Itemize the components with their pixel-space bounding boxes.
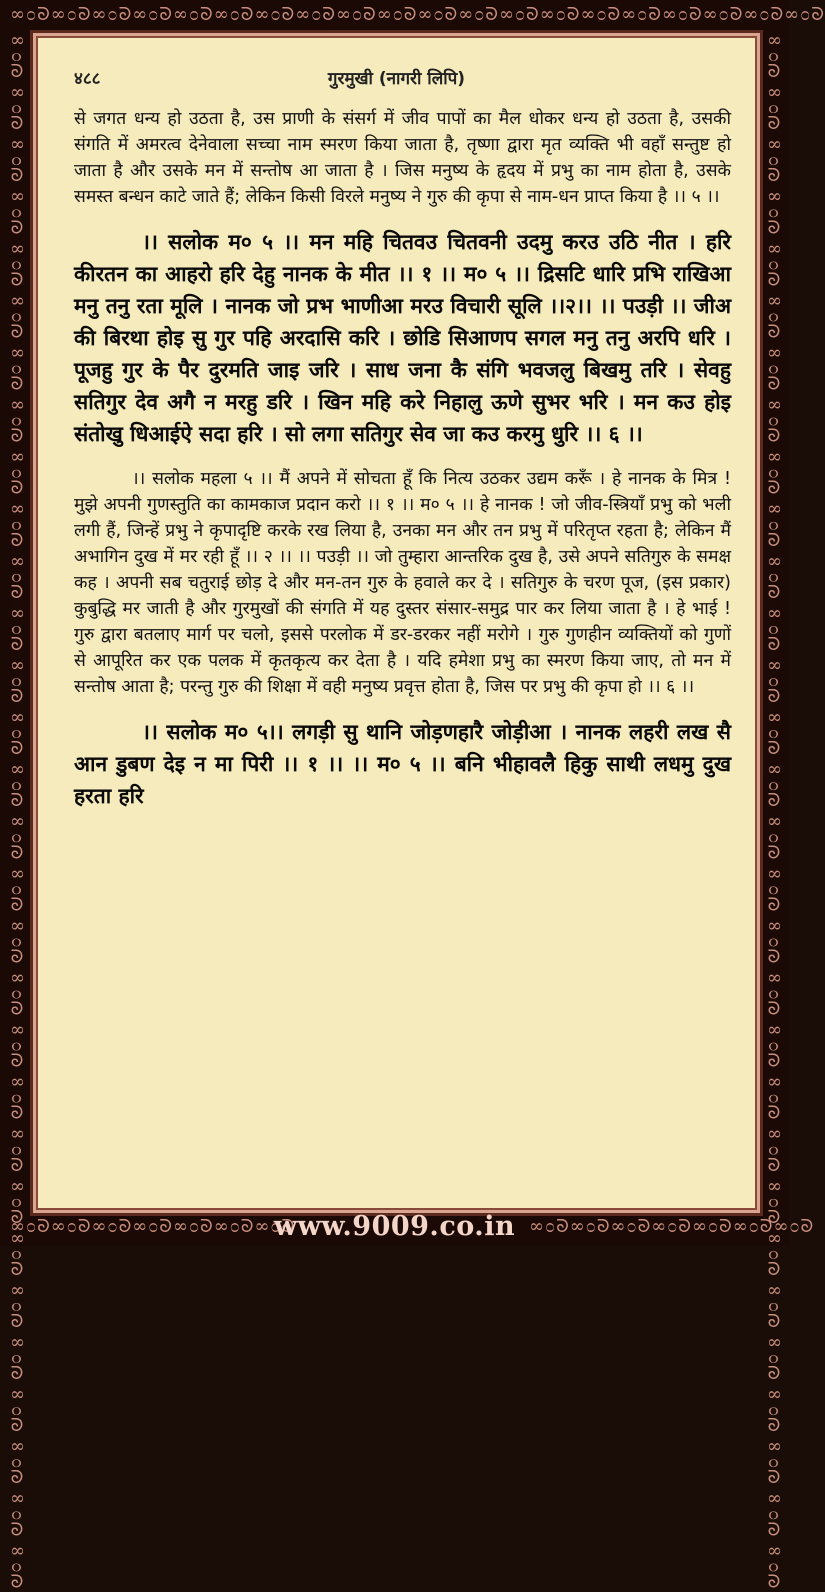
verse-paragraph: ।। सलोक म० ५ ।। मन महि चितवउ चितवनी उदमु करउ उठि नीत । हरि कीरतन का आहरो हरि देहु नानक के मीत ।। १ ।। म० ५ ।। द्रिसटि धारि प्रभि राखिआ मनु तनु रता मूलि । नानक जो प्रभ भाणीआ मरउ विचारी सूलि ।।२।। ।। पउड़ी ।। जीअ की बिरथा होइ सु गुर पहि अरदासि करि । छोडि सिआणप सगल मनु तनु अरपि धरि । पूजहु गुर के पैर दुरमति जाइ जरि । साध जना कै संगि भवजलु बिखमु तरि । सेवहु सतिगुर देव अगै न मरहु डरि । खिन महि करे निहालु ऊणे सुभर भरि । मन कउ होइ संतोखु धिआईऐ सदा हरि । सो लगा सतिगुर सेव जा कउ करमु धुरि ।। ६ ।। bbox=[74, 230, 731, 446]
verse-paragraph: ।। सलोक म० ५।। लगड़ी सु थानि जोड़णहारै जोड़ीआ । नानक लहरी लख सै आन डुबण देइ न मा पिरी ।। १ ।। ।। म० ५ ।। बनि भीहावलै हिकु साथी लधमु दुख हरता हरि bbox=[74, 720, 731, 808]
ornament-bottom-right-border: ∞೦ᘐ∞೦ᘐ∞೦ᘐ∞೦ᘐ∞೦ᘐ∞೦ᘐ∞೦ᘐ bbox=[529, 1216, 815, 1237]
website-footer: www.9009.co.in bbox=[273, 1211, 516, 1242]
page-content bbox=[74, 106, 731, 812]
ornament-right-border: ∞೦ᘐ∞೦ᘐ∞೦ᘐ∞೦ᘐ∞೦ᘐ∞೦ᘐ∞೦ᘐ∞೦ᘐ∞೦ᘐ∞೦ᘐ∞೦ᘐ∞೦ᘐ∞೦ᘐ∞೦ᘐ∞೦ᘐ∞೦ᘐ∞೦ᘐ∞೦ᘐ∞೦ᘐ∞೦ᘐ∞೦ᘐ∞೦ᘐ∞೦ᘐ∞೦ᘐ∞೦ᘐ∞೦ᘐ∞೦ᘐ∞೦ᘐ∞೦ᘐ∞೦ᘐ bbox=[764, 30, 785, 1592]
page-number: ४८८ bbox=[74, 69, 101, 89]
ornament-left-border: ∞೦ᘐ∞೦ᘐ∞೦ᘐ∞೦ᘐ∞೦ᘐ∞೦ᘐ∞೦ᘐ∞೦ᘐ∞೦ᘐ∞೦ᘐ∞೦ᘐ∞೦ᘐ∞೦ᘐ∞೦ᘐ∞೦ᘐ∞೦ᘐ∞೦ᘐ∞೦ᘐ∞೦ᘐ∞೦ᘐ∞೦ᘐ∞೦ᘐ∞೦ᘐ∞೦ᘐ∞೦ᘐ∞೦ᘐ∞೦ᘐ∞೦ᘐ∞೦ᘐ∞೦ᘐ bbox=[7, 30, 28, 1592]
translation-paragraph: ।। सलोक महला ५ ।। मैं अपने में सोचता हूँ कि नित्य उठकर उद्यम करूँ । हे नानक के मित्र ! मुझे अपनी गुणस्तुति का कामकाज प्रदान करो ।। १ ।। म० ५ ।। हे नानक ! जो जीव-स्त्रियाँ प्रभु को भली लगी हैं, जिन्हें प्रभु ने कृपादृष्टि करके रख लिया है, उनका मन और तन प्रभु में परितृप्त रहता है; लेकिन मैं अभागिन दुख में मर रही हूँ ।। २ ।। ।। पउड़ी ।। जो तुम्हारा आन्तरिक दुख है, उसे अपने सतिगुरु के समक्ष कह । अपनी सब चतुराई छोड़ दे और मन-तन गुरु के हवाले कर दे । सतिगुरु के चरण पूज, (इस प्रकार) कुबुद्धि मर जाती है और गुरमुखों की संगति में यह दुस्तर संसार-समुद्र पार कर लिया जाता है । हे भाई ! गुरु द्वारा बतलाए मार्ग पर चलो, इससे परलोक में डर-डरकर नहीं मरोगे । गुरु गुणहीन व्यक्तियों को गुणों से आपूरित कर एक पलक में कृतकृत्य कर देता है । यदि हमेशा प्रभु का स्मरण किया जाए, तो मन में सन्तोष आता है; परन्तु गुरु की शिक्षा में वही मनुष्य प्रवृत्त होता है, जिस पर प्रभु की कृपा हो ।। ६ ।। bbox=[74, 469, 731, 697]
ornament-bottom-left-border: ∞೦ᘐ∞೦ᘐ∞೦ᘐ∞೦ᘐ∞೦ᘐ∞೦ᘐ∞೦ᘐ bbox=[10, 1216, 296, 1237]
ornament-top-border: ∞೦ᘐ∞೦ᘐ∞೦ᘐ∞೦ᘐ∞೦ᘐ∞೦ᘐ∞೦ᘐ∞೦ᘐ∞೦ᘐ∞೦ᘐ∞೦ᘐ∞೦ᘐ∞೦ᘐ∞೦ᘐ∞೦ᘐ∞೦ᘐ∞೦ᘐ∞೦ᘐ∞೦ᘐ∞೦ᘐ bbox=[10, 4, 825, 25]
translation-paragraph: से जगत धन्य हो उठता है, उस प्राणी के संसर्ग में जीव पापों का मैल धोकर धन्य हो उठता है, उसकी संगति में अमरत्व देनेवाला सच्चा नाम स्मरण किया जाता है, तृष्णा द्वारा मृत व्यक्ति भी वहाँ सन्तुष्ट हो जाता है और उसके मन में सन्तोष आ जाता है । जिस मनुष्य के हृदय में प्रभु का नाम होता है, उसके समस्त बन्धन काटे जाते हैं; लेकिन किसी विरले मनुष्य ने गुरु की कृपा से नाम-धन प्राप्त किया है ।। ५ ।। bbox=[74, 109, 731, 207]
page-header bbox=[38, 66, 755, 90]
book-page bbox=[36, 36, 757, 1210]
page-title: गुरमुखी (नागरी लिपि) bbox=[327, 69, 466, 89]
